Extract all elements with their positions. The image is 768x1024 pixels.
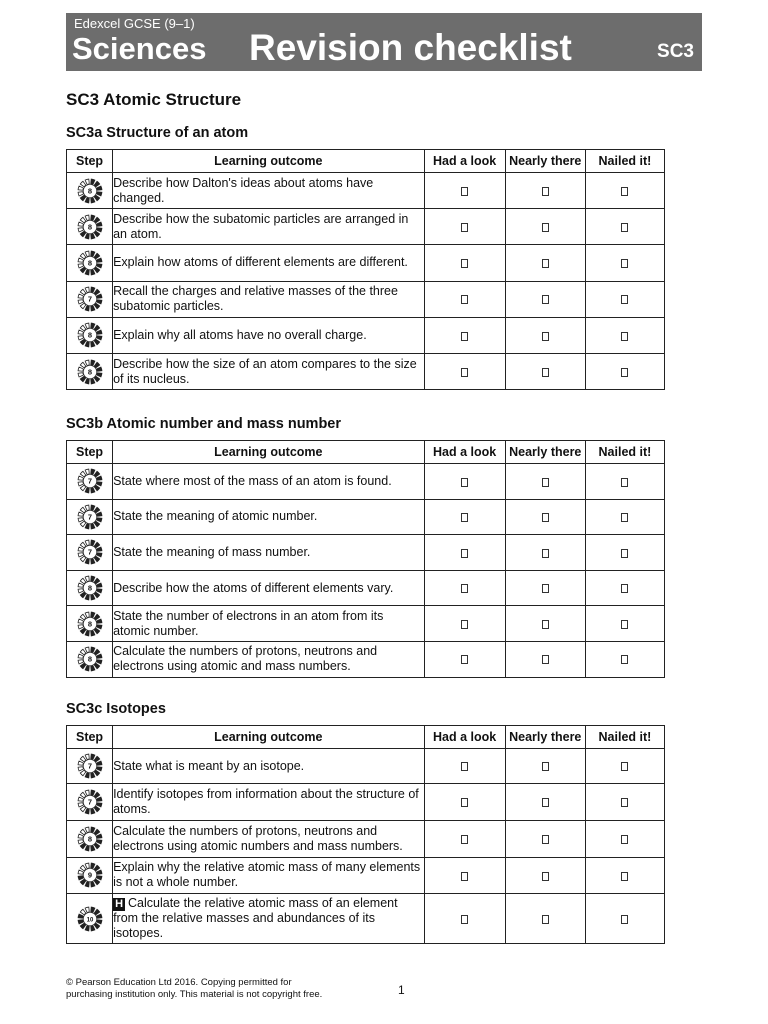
step-number: 7 (87, 797, 92, 807)
step-number: 8 (87, 367, 92, 377)
step-badge-icon (77, 178, 103, 204)
learning-outcome-text: Identify isotopes from information about the structure of atoms. (113, 786, 419, 816)
learning-outcome-text: State what is meant by an isotope. (113, 758, 305, 773)
learning-outcome-cell (113, 353, 425, 389)
step-cell (67, 749, 113, 784)
nailed-it-cell (585, 281, 664, 317)
step-number: 7 (87, 476, 92, 486)
table-row (67, 245, 665, 281)
header-had-a-look: Had a look (424, 441, 505, 464)
section-title-sc3a: SC3a Structure of an atom (66, 125, 249, 141)
nearly-there-checkbox[interactable] (542, 620, 549, 629)
header-step: Step (67, 441, 113, 464)
nailed-it-checkbox[interactable] (621, 835, 628, 844)
learning-outcome-cell (113, 499, 425, 535)
table-row (67, 749, 665, 784)
table-row (67, 464, 665, 500)
step-number: 8 (87, 258, 92, 268)
nearly-there-checkbox[interactable] (542, 584, 549, 593)
table-row (67, 641, 665, 677)
learning-outcome-text: Recall the charges and relative masses of the three subatomic particles. (113, 284, 398, 314)
header-nailed-it: Nailed it! (585, 150, 664, 173)
learning-outcome-cell (113, 317, 425, 353)
step-badge-icon (77, 862, 103, 888)
learning-outcome-text: Describe how Dalton's ideas about atoms have changed. (113, 175, 374, 205)
table-row (67, 317, 665, 353)
learning-outcome-text: Calculate the numbers of protons, neutrons and electrons using atomic numbers and mass numbers. (113, 823, 403, 853)
unit-code: SC3 (657, 41, 694, 62)
table-header-row (67, 441, 665, 464)
nailed-it-checkbox[interactable] (621, 655, 628, 664)
learning-outcome-text: State the meaning of atomic number. (113, 509, 318, 524)
checklist-table-sc3c (66, 725, 665, 944)
learning-outcome-cell (113, 749, 425, 784)
had-a-look-checkbox[interactable] (461, 332, 468, 341)
had-a-look-checkbox[interactable] (461, 187, 468, 196)
header-learning-outcome: Learning outcome (113, 726, 425, 749)
had-a-look-cell (424, 281, 505, 317)
step-badge-icon (77, 646, 103, 672)
step-number: 8 (87, 654, 92, 664)
learning-outcome-cell (113, 209, 425, 245)
nearly-there-cell (505, 464, 585, 500)
step-badge-icon (77, 753, 103, 779)
had-a-look-cell (424, 317, 505, 353)
table-row (67, 570, 665, 606)
had-a-look-cell (424, 464, 505, 500)
nearly-there-cell (505, 606, 585, 642)
header-had-a-look: Had a look (424, 726, 505, 749)
learning-outcome-text: Calculate the relative atomic mass of an element from the relative masses and abundances of its isotopes. (113, 896, 398, 941)
table-row (67, 857, 665, 894)
nearly-there-checkbox[interactable] (542, 295, 549, 304)
checklist-table-sc3b (66, 440, 665, 678)
nailed-it-checkbox[interactable] (621, 478, 628, 487)
step-badge-icon (77, 214, 103, 240)
nailed-it-cell (585, 535, 664, 571)
nearly-there-cell (505, 281, 585, 317)
step-number: 8 (87, 222, 92, 232)
had-a-look-checkbox[interactable] (461, 223, 468, 232)
nearly-there-cell (505, 570, 585, 606)
nailed-it-checkbox[interactable] (621, 549, 628, 558)
header-learning-outcome: Learning outcome (113, 150, 425, 173)
nailed-it-cell (585, 857, 664, 894)
step-cell (67, 641, 113, 677)
had-a-look-cell (424, 353, 505, 389)
step-badge-icon (77, 539, 103, 565)
nailed-it-checkbox[interactable] (621, 620, 628, 629)
had-a-look-cell (424, 857, 505, 894)
step-cell (67, 535, 113, 571)
nearly-there-checkbox[interactable] (542, 332, 549, 341)
table-row (67, 606, 665, 642)
learning-outcome-cell (113, 857, 425, 894)
nearly-there-checkbox[interactable] (542, 223, 549, 232)
had-a-look-cell (424, 209, 505, 245)
had-a-look-checkbox[interactable] (461, 584, 468, 593)
learning-outcome-cell (113, 820, 425, 857)
learning-outcome-text: State the number of electrons in an atom from its atomic number. (113, 608, 384, 638)
had-a-look-checkbox[interactable] (461, 798, 468, 807)
nailed-it-cell (585, 353, 664, 389)
table-row (67, 820, 665, 857)
step-badge-icon (77, 504, 103, 530)
nearly-there-cell (505, 173, 585, 209)
nailed-it-checkbox[interactable] (621, 368, 628, 377)
learning-outcome-cell (113, 894, 425, 944)
step-cell (67, 464, 113, 500)
had-a-look-cell (424, 749, 505, 784)
learning-outcome-text: State the meaning of mass number. (113, 544, 311, 559)
had-a-look-checkbox[interactable] (461, 620, 468, 629)
learning-outcome-cell (113, 281, 425, 317)
table-row (67, 784, 665, 821)
document-title: Revision checklist (249, 27, 572, 68)
nailed-it-cell (585, 499, 664, 535)
learning-outcome-text: Calculate the numbers of protons, neutrons and electrons using atomic and mass numbers. (113, 644, 378, 674)
learning-outcome-text: Describe how the size of an atom compares to the size of its nucleus. (113, 356, 417, 386)
nearly-there-checkbox[interactable] (542, 549, 549, 558)
learning-outcome-cell (113, 570, 425, 606)
learning-outcome-cell (113, 606, 425, 642)
step-badge-icon (77, 789, 103, 815)
step-number: 7 (87, 548, 92, 558)
nearly-there-cell (505, 209, 585, 245)
section-title-sc3c: SC3c Isotopes (66, 701, 166, 717)
step-cell (67, 173, 113, 209)
learning-outcome-text: Describe how the subatomic particles are arranged in an atom. (113, 211, 409, 241)
table-row (67, 281, 665, 317)
step-number: 8 (87, 619, 92, 629)
had-a-look-checkbox[interactable] (461, 259, 468, 268)
step-cell (67, 857, 113, 894)
step-cell (67, 317, 113, 353)
table-row (67, 173, 665, 209)
copyright-line-2: purchasing institution only. This material is not copyright free. (66, 989, 323, 1000)
had-a-look-cell (424, 570, 505, 606)
had-a-look-cell (424, 173, 505, 209)
header-step: Step (67, 150, 113, 173)
table-row (67, 499, 665, 535)
step-badge-icon (77, 359, 103, 385)
nearly-there-cell (505, 499, 585, 535)
nailed-it-checkbox[interactable] (621, 915, 628, 924)
nailed-it-checkbox[interactable] (621, 223, 628, 232)
step-number: 7 (87, 294, 92, 304)
nearly-there-checkbox[interactable] (542, 872, 549, 881)
nearly-there-checkbox[interactable] (542, 915, 549, 924)
copyright-notice (66, 977, 322, 1001)
step-number: 8 (87, 583, 92, 593)
nailed-it-checkbox[interactable] (621, 762, 628, 771)
step-cell (67, 570, 113, 606)
learning-outcome-cell (113, 464, 425, 500)
nearly-there-cell (505, 894, 585, 944)
nearly-there-checkbox[interactable] (542, 187, 549, 196)
nailed-it-cell (585, 464, 664, 500)
had-a-look-checkbox[interactable] (461, 872, 468, 881)
step-cell (67, 499, 113, 535)
step-number: 8 (87, 834, 92, 844)
copyright-line-1: © Pearson Education Ltd 2016. Copying permitted for (66, 977, 292, 988)
step-badge-icon (77, 322, 103, 348)
header-nearly-there: Nearly there (505, 150, 585, 173)
step-badge-icon (77, 575, 103, 601)
header-nearly-there: Nearly there (505, 441, 585, 464)
step-cell (67, 606, 113, 642)
nailed-it-cell (585, 317, 664, 353)
nailed-it-checkbox[interactable] (621, 295, 628, 304)
nearly-there-checkbox[interactable] (542, 798, 549, 807)
learning-outcome-text: Explain why the relative atomic mass of many elements is not a whole number. (113, 860, 421, 890)
step-cell (67, 894, 113, 944)
had-a-look-checkbox[interactable] (461, 549, 468, 558)
had-a-look-cell (424, 784, 505, 821)
header-nailed-it: Nailed it! (585, 726, 664, 749)
section-title-sc3b: SC3b Atomic number and mass number (66, 416, 342, 432)
step-badge-icon (77, 611, 103, 637)
had-a-look-cell (424, 499, 505, 535)
learning-outcome-cell (113, 535, 425, 571)
table-row (67, 353, 665, 389)
learning-outcome-cell (113, 641, 425, 677)
had-a-look-cell (424, 641, 505, 677)
had-a-look-checkbox[interactable] (461, 368, 468, 377)
step-number: 7 (87, 512, 92, 522)
nailed-it-checkbox[interactable] (621, 513, 628, 522)
nailed-it-cell (585, 784, 664, 821)
had-a-look-checkbox[interactable] (461, 762, 468, 771)
step-cell (67, 820, 113, 857)
nailed-it-checkbox[interactable] (621, 259, 628, 268)
had-a-look-checkbox[interactable] (461, 915, 468, 924)
step-badge-icon (77, 468, 103, 494)
had-a-look-checkbox[interactable] (461, 513, 468, 522)
had-a-look-checkbox[interactable] (461, 478, 468, 487)
nearly-there-cell (505, 749, 585, 784)
higher-tier-badge: H (115, 898, 124, 911)
learning-outcome-cell (113, 784, 425, 821)
header-learning-outcome: Learning outcome (113, 441, 425, 464)
header-step: Step (67, 726, 113, 749)
learning-outcome-text: Explain how atoms of different elements are different. (113, 255, 408, 270)
step-badge-icon (77, 826, 103, 852)
learning-outcome-text: Explain why all atoms have no overall charge. (113, 327, 367, 342)
table-header-row (67, 726, 665, 749)
nailed-it-cell (585, 173, 664, 209)
step-number: 8 (87, 330, 92, 340)
step-number: 8 (87, 186, 92, 196)
step-badge-icon (77, 250, 103, 276)
table-row (67, 894, 665, 944)
step-cell (67, 245, 113, 281)
step-number: 7 (87, 761, 92, 771)
nearly-there-checkbox[interactable] (542, 762, 549, 771)
header-banner (66, 13, 702, 71)
nearly-there-checkbox[interactable] (542, 368, 549, 377)
had-a-look-cell (424, 245, 505, 281)
header-had-a-look: Had a look (424, 150, 505, 173)
checklist-table-sc3a (66, 149, 665, 390)
brand-name: Sciences (72, 31, 207, 66)
had-a-look-cell (424, 606, 505, 642)
learning-outcome-cell (113, 245, 425, 281)
learning-outcome-text: Describe how the atoms of different elements vary. (113, 580, 394, 595)
had-a-look-cell (424, 535, 505, 571)
nailed-it-cell (585, 209, 664, 245)
had-a-look-checkbox[interactable] (461, 835, 468, 844)
header-nearly-there: Nearly there (505, 726, 585, 749)
table-row (67, 209, 665, 245)
nailed-it-cell (585, 570, 664, 606)
step-number: 10 (86, 917, 93, 924)
nailed-it-checkbox[interactable] (621, 872, 628, 881)
had-a-look-checkbox[interactable] (461, 295, 468, 304)
had-a-look-cell (424, 820, 505, 857)
nearly-there-cell (505, 641, 585, 677)
nearly-there-checkbox[interactable] (542, 655, 549, 664)
nearly-there-cell (505, 820, 585, 857)
nailed-it-cell (585, 820, 664, 857)
nailed-it-cell (585, 245, 664, 281)
nailed-it-checkbox[interactable] (621, 584, 628, 593)
nearly-there-cell (505, 245, 585, 281)
nearly-there-cell (505, 535, 585, 571)
nearly-there-cell (505, 353, 585, 389)
step-cell (67, 353, 113, 389)
nailed-it-cell (585, 894, 664, 944)
table-row (67, 535, 665, 571)
nailed-it-cell (585, 606, 664, 642)
step-cell (67, 281, 113, 317)
nearly-there-cell (505, 784, 585, 821)
had-a-look-cell (424, 894, 505, 944)
header-nailed-it: Nailed it! (585, 441, 664, 464)
nearly-there-checkbox[interactable] (542, 478, 549, 487)
step-cell (67, 209, 113, 245)
nailed-it-cell (585, 749, 664, 784)
page-title: SC3 Atomic Structure (66, 90, 242, 109)
learning-outcome-cell (113, 173, 425, 209)
nailed-it-cell (585, 641, 664, 677)
step-badge-icon (77, 286, 103, 312)
nearly-there-checkbox[interactable] (542, 259, 549, 268)
nailed-it-checkbox[interactable] (621, 332, 628, 341)
nearly-there-cell (505, 317, 585, 353)
nailed-it-checkbox[interactable] (621, 187, 628, 196)
nailed-it-checkbox[interactable] (621, 798, 628, 807)
step-cell (67, 784, 113, 821)
nearly-there-cell (505, 857, 585, 894)
brand-subtitle: Edexcel GCSE (9–1) (74, 16, 195, 31)
page-number: 1 (398, 983, 405, 997)
had-a-look-checkbox[interactable] (461, 655, 468, 664)
step-number: 9 (87, 871, 92, 881)
nearly-there-checkbox[interactable] (542, 513, 549, 522)
step-badge-icon (77, 906, 103, 932)
table-header-row (67, 150, 665, 173)
learning-outcome-text: State where most of the mass of an atom is found. (113, 473, 392, 488)
nearly-there-checkbox[interactable] (542, 835, 549, 844)
